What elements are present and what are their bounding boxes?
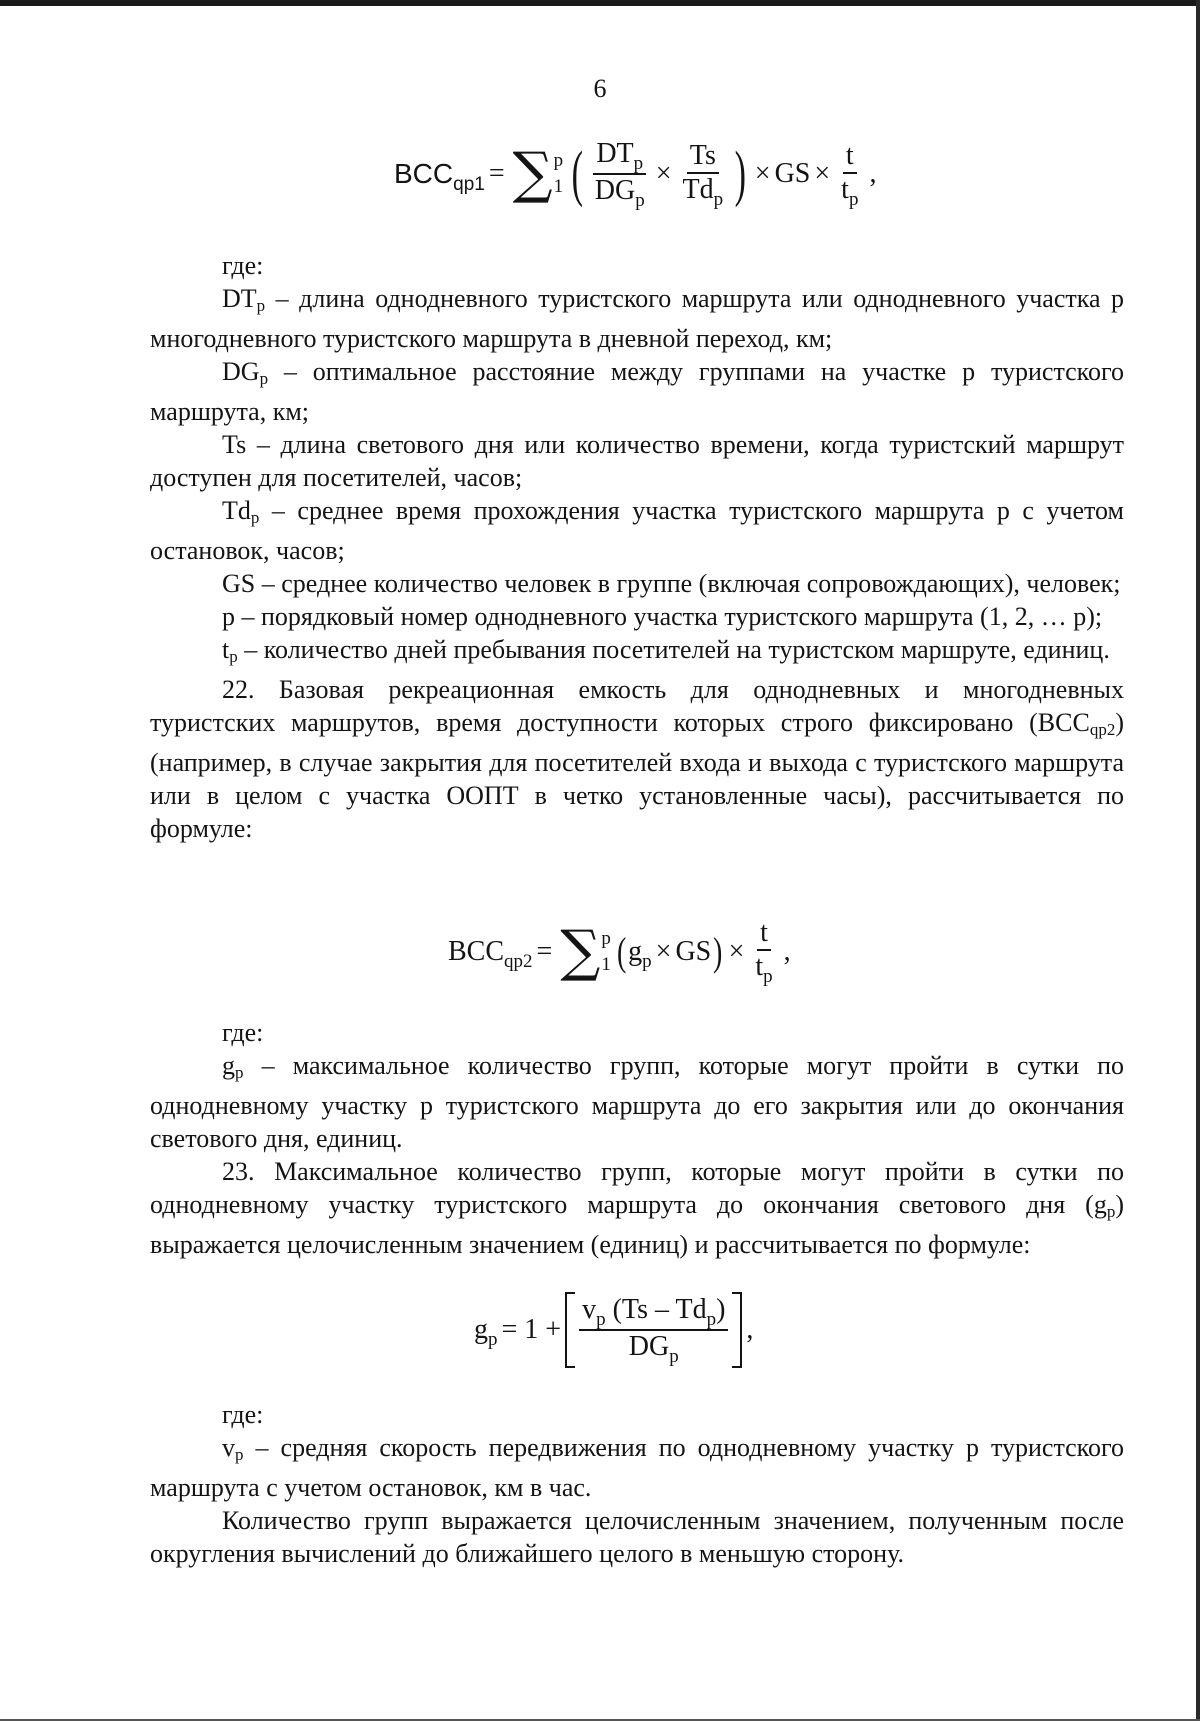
formula1-fraction-ts-td: $\frac{Ts}{Td_p}$ bbox=[682, 139, 724, 210]
definition-dgp: DGp – оптимальное расстояние между группами на участке p туристского маршрута, км; bbox=[150, 357, 1124, 426]
formula2-gs: GS bbox=[675, 935, 712, 967]
formula-gp bbox=[474, 1292, 757, 1368]
formula3-eq: = 1 + bbox=[501, 1314, 562, 1345]
definition-vp: vp – средняя скорость передвижения по однодневному участку p туристского маршрута с учетом остановок, км в час. bbox=[150, 1433, 1124, 1502]
where-label-2: где: bbox=[222, 1018, 264, 1047]
formula-bcc-qp2: $BCC_{qp2}$ = ∑ p 1 ( $g_p$ × GS ) × $\frac{t}{t_p}$ , bbox=[448, 917, 791, 987]
definition-tdp: Tdp – среднее время прохождения участка туристского маршрута p с учетом остановок, часов; bbox=[150, 496, 1124, 565]
definitions-block-2 bbox=[150, 1016, 1124, 1261]
formula1-fraction-t-tp: $\frac{t}{t_p}$ bbox=[841, 139, 859, 210]
formula1-fraction-dt-dg: $\frac{DT_p}{DG_p}$ bbox=[594, 138, 645, 211]
where-label-1: где: bbox=[222, 251, 264, 280]
formula1-comma: , bbox=[869, 158, 877, 189]
formula1-sum: ∑ p 1 bbox=[512, 141, 564, 206]
formula1-times-3: × bbox=[814, 158, 831, 189]
formula2-sum: ∑ p 1 bbox=[560, 918, 611, 984]
formula2-comma: , bbox=[783, 935, 791, 967]
formula2-lhs: $BCC_{qp2}$ bbox=[448, 935, 533, 972]
definition-p: p – порядковый номер однодневного участка туристского маршрута (1, 2, … p); bbox=[222, 602, 1103, 631]
formula3-fraction: $\frac{v_p (Ts - Td_p)}{DG_p}$ bbox=[579, 1294, 728, 1366]
definition-gp: gp – максимальное количество групп, которые могут пройти в сутки по однодневному участку p туристского маршрута до его закрытия или до окончания светового дня, единиц. bbox=[150, 1051, 1124, 1153]
formula2-sum-upper: p bbox=[601, 927, 611, 949]
formula1-eq: = bbox=[488, 158, 505, 189]
formula1-gs: GS bbox=[774, 158, 811, 189]
definitions-block-1 bbox=[150, 249, 1124, 845]
definition-ts: Ts – длина светового дня или количество времени, когда туристский маршрут доступен для посетителей, часов; bbox=[150, 430, 1124, 492]
definition-gs: GS – среднее количество человек в группе (включая сопровождающих), человек; bbox=[222, 569, 1121, 598]
paragraph-23: 23. Максимальное количество групп, которые могут пройти в сутки по однодневному участку туристского маршрута до окончания светового дня (gp) выражается целочисленным значением (единиц) и рассчитывается по формуле: bbox=[150, 1157, 1124, 1259]
formula2-times-2: × bbox=[728, 935, 745, 967]
formula3-lhs: $g_p$ bbox=[474, 1314, 498, 1350]
formula1-sum-lower: 1 bbox=[553, 176, 564, 197]
formula-bcc-qp1: $BCC_{qp1}$ = ∑ p 1 ( $\frac{DT_p}{DG_p}$ × $\frac{Ts}{Td_p}$ ) × GS × $\frac{t}{t_p}$ , bbox=[394, 138, 877, 211]
formula1-lhs: $BCC_{qp1}$ bbox=[394, 158, 485, 195]
formula2-sum-lower: 1 bbox=[601, 953, 611, 975]
paragraph-22: 22. Базовая рекреационная емкость для однодневных и многодневных туристских маршрутов, время доступности которых строго фиксировано (BCCqp2) (например, в случае закрытия для посетителей входа и выхода с туристского маршрута или в целом с участка ООПТ в четко установленные часы), рассчитывается по формуле: bbox=[150, 675, 1124, 843]
formula1-times-2: × bbox=[754, 158, 771, 189]
formula3-comma: , bbox=[746, 1314, 754, 1345]
page-number: 6 bbox=[593, 74, 607, 103]
formula1-times-1: × bbox=[655, 158, 672, 189]
final-paragraph: Количество групп выражается целочисленным значением, полученным после округления вычислений до ближайшего целого в меньшую сторону. bbox=[150, 1506, 1124, 1568]
definitions-block-3 bbox=[150, 1398, 1124, 1570]
definition-dtp: DTp – длина однодневного туристского маршрута или однодневного участка p многодневного туристского маршрута в дневной переход, км; bbox=[150, 284, 1124, 353]
formula1-sum-upper: p bbox=[553, 150, 564, 171]
page-edge-right bbox=[1196, 0, 1200, 1721]
definition-tp: tp – количество дней пребывания посетителей на туристском маршруте, единиц. bbox=[222, 635, 1110, 666]
formula2-fraction-t-tp: $\frac{t}{t_p}$ bbox=[755, 917, 773, 987]
where-label-3: где: bbox=[222, 1400, 264, 1429]
formula2-times-1: × bbox=[655, 935, 672, 967]
formula2-eq: = bbox=[536, 935, 553, 967]
page-edge-top bbox=[0, 0, 1200, 6]
formula2-gp: $g_p$ bbox=[628, 935, 652, 972]
